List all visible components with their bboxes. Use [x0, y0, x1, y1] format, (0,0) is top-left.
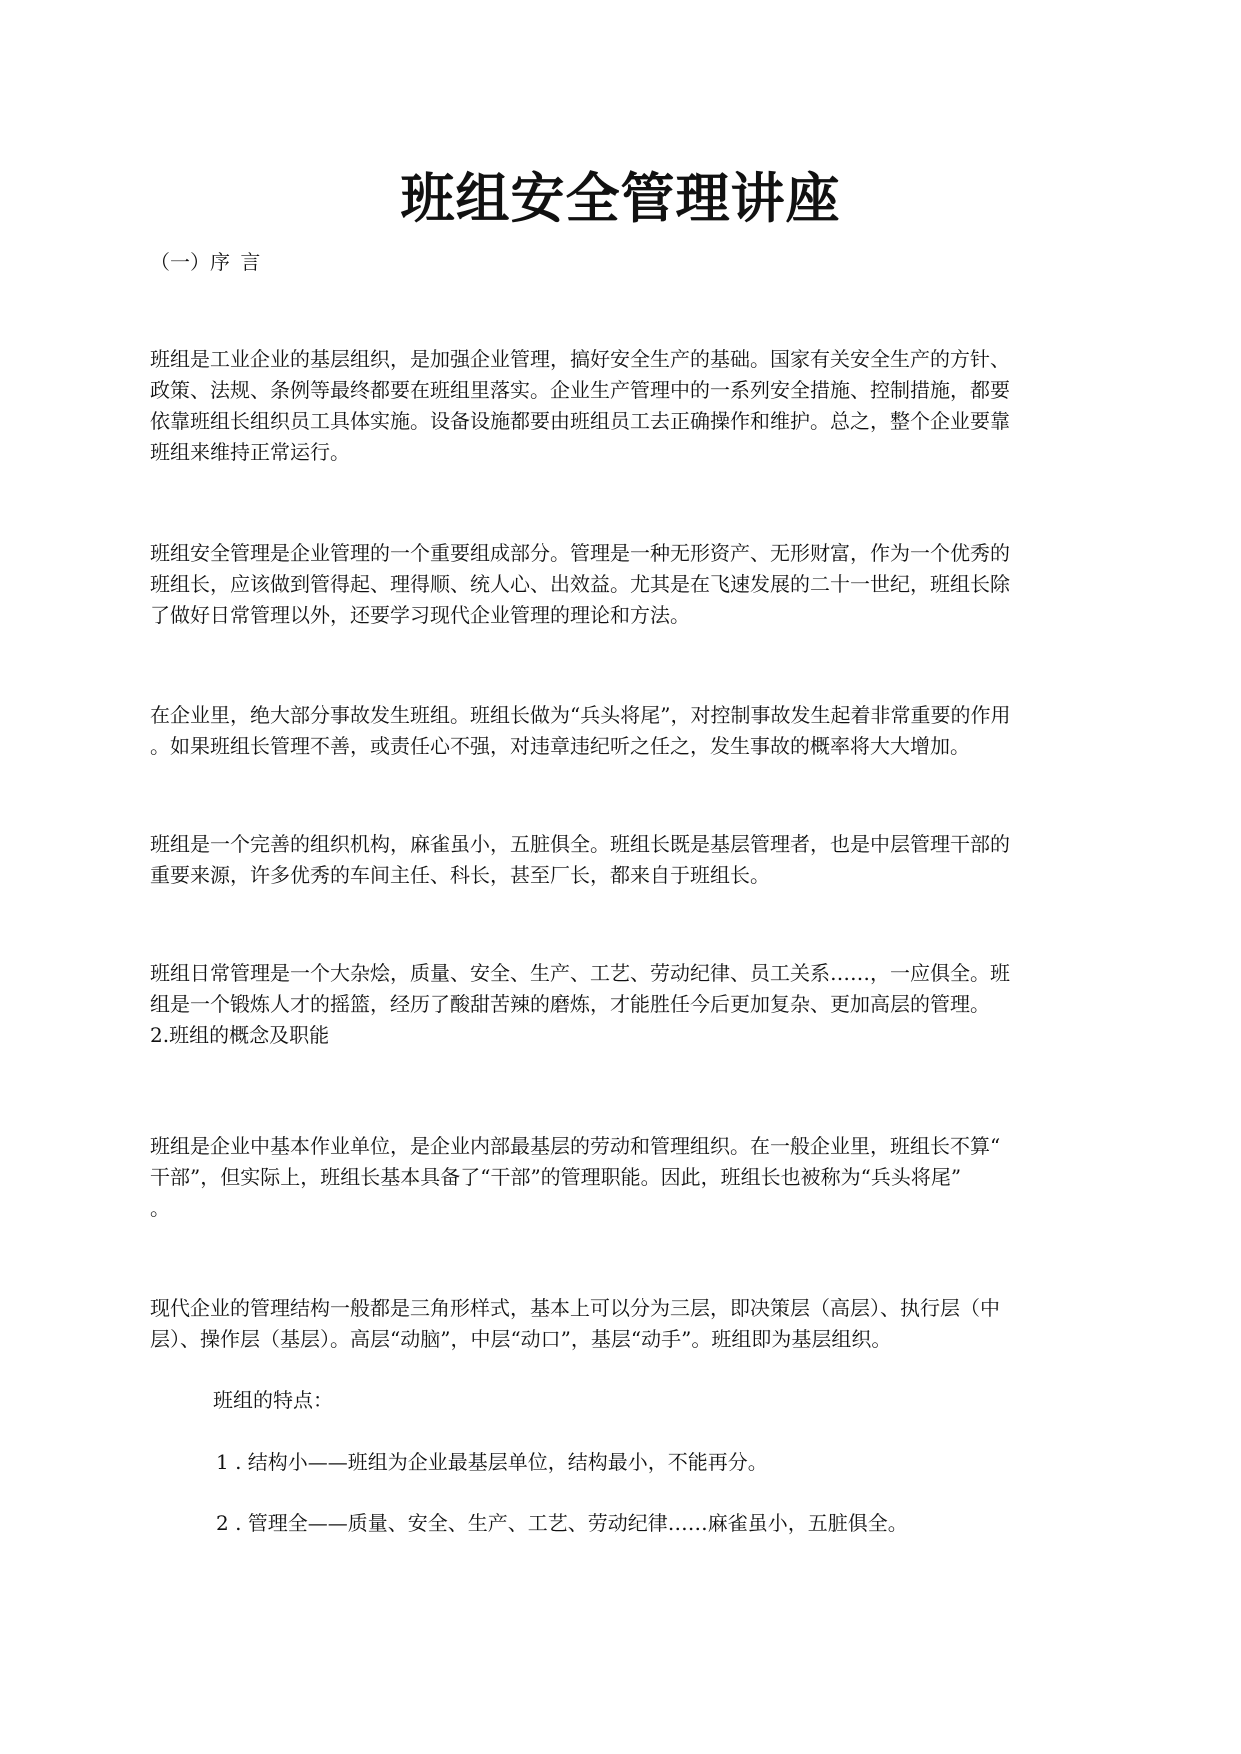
paragraph-line: 政策、法规、条例等最终都要在班组里落实。企业生产管理中的一系列安全措施、控制措施，都要 [150, 378, 1010, 402]
features-heading: 班组的特点： [213, 1388, 333, 1412]
paragraph-line: 班组是一个完善的组织机构，麻雀虽小，五脏俱全。班组长既是基层管理者，也是中层管理干部的 [150, 832, 1010, 856]
paragraph [150, 829, 1092, 891]
paragraph-line: 班组长，应该做到管得起、理得顺、统人心、出效益。尤其是在飞速发展的二十一世纪，班组长除 [150, 572, 1010, 596]
paragraph-line: 班组来维持正常运行。 [150, 440, 350, 464]
paragraph-line: 班组日常管理是一个大杂烩，质量、安全、生产、工艺、劳动纪律、员工关系……，一应俱全。班 [150, 961, 1010, 985]
paragraph [150, 1131, 1092, 1224]
paragraph [150, 700, 1092, 762]
paragraph-line: 在企业里，绝大部分事故发生班组。班组长做为“兵头将尾”，对控制事故发生起着非常重要的作用 [150, 703, 1011, 727]
paragraph-line: 。如果班组长管理不善，或责任心不强，对违章违纪听之任之，发生事故的概率将大大增加。 [150, 734, 970, 758]
paragraph-line: 重要来源，许多优秀的车间主任、科长，甚至厂长，都来自于班组长。 [150, 863, 770, 887]
paragraph-line: 现代企业的管理结构一般都是三角形样式，基本上可以分为三层，即决策层（高层）、执行层（中 [150, 1296, 1000, 1320]
paragraph-line: 。 [150, 1196, 170, 1220]
feature-item: 1 . 结构小——班组为企业最基层单位，结构最小，不能再分。 [216, 1450, 768, 1474]
paragraph-line: 班组安全管理是企业管理的一个重要组成部分。管理是一种无形资产、无形财富，作为一个优秀的 [150, 541, 1010, 565]
paragraph [150, 1293, 1092, 1355]
subheading-line: 2.班组的概念及职能 [150, 1023, 330, 1047]
document-title: 班组安全管理讲座 [400, 166, 841, 230]
paragraph-line: 班组是企业中基本作业单位，是企业内部最基层的劳动和管理组织。在一般企业里，班组长不算“ [150, 1134, 1001, 1158]
paragraph [150, 958, 1092, 1051]
paragraph-line: 班组是工业企业的基层组织，是加强企业管理，搞好安全生产的基础。国家有关安全生产的方针、 [150, 347, 1010, 371]
paragraph-line: 了做好日常管理以外，还要学习现代企业管理的理论和方法。 [150, 603, 690, 627]
paragraph [150, 344, 1092, 468]
paragraph-line: 层）、操作层（基层）。高层“动脑”，中层“动口”，基层“动手”。班组即为基层组织。 [150, 1327, 892, 1351]
feature-item: 2 . 管理全——质量、安全、生产、工艺、劳动纪律……麻雀虽小，五脏俱全。 [216, 1511, 908, 1535]
paragraph [150, 538, 1092, 631]
paragraph-line: 组是一个锻炼人才的摇篮，经历了酸甜苦辣的磨炼，才能胜任今后更加复杂、更加高层的管理。 [150, 992, 990, 1016]
paragraph-line: 依靠班组长组织员工具体实施。设备设施都要由班组员工去正确操作和维护。总之，整个企业要靠 [150, 409, 1010, 433]
paragraph-line: 干部”，但实际上，班组长基本具备了“干部”的管理职能。因此，班组长也被称为“兵头将尾” [150, 1165, 962, 1189]
section-label: （一）序 言 [150, 250, 261, 274]
